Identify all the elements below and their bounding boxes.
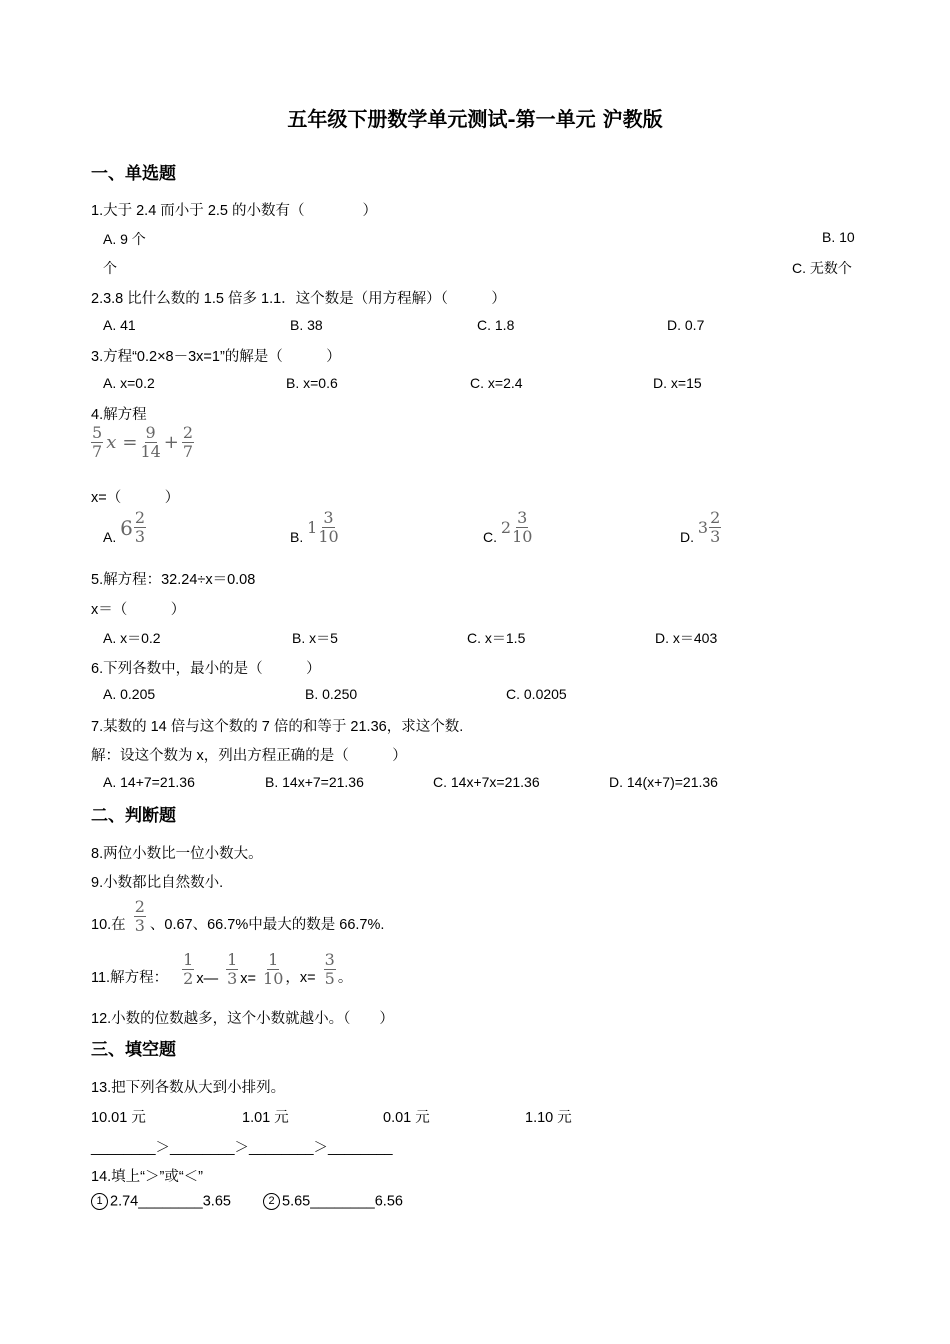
question-2-option-d: D. 0.7 <box>667 317 705 333</box>
question-8: 8.两位小数比一位小数大。 <box>91 846 263 862</box>
question-13-value-4: 1.10 元 <box>525 1110 572 1126</box>
question-13-value-2: 1.01 元 <box>242 1110 289 1126</box>
question-1-option-a: A. 9 个 <box>103 231 146 247</box>
question-2-option-b: B. 38 <box>290 317 323 333</box>
question-1-option-b: B. 10 <box>822 229 855 245</box>
question-4-option-d: D. 3 $\frac{2}{3}$ <box>680 508 721 546</box>
question-5-answer-line: x＝（ ） <box>91 602 186 618</box>
question-1-option-b-continuation: 个 <box>103 260 117 276</box>
question-11: 11.解方程： $\frac{1}{2}$ x— $\frac{1}{3}$ x= $\frac{1}{10}$ ，x= $\frac{3}{5}$ 。 <box>91 950 353 988</box>
equation-fraction-2-7: $\frac{2}{7}$ <box>182 423 194 461</box>
question-3-stem: 3.方程“0.2×8－3x=1”的解是（ ） <box>91 349 341 365</box>
page-title: 五年级下册数学单元测试-第一单元 沪教版 <box>287 107 663 131</box>
question-5-option-a: A. x＝0.2 <box>103 630 161 646</box>
section-heading-single-choice: 一、单选题 <box>91 164 176 184</box>
question-4-option-a: A. 6 $\frac{2}{3}$ <box>103 508 146 546</box>
question-4-stem: 4.解方程 <box>91 407 147 423</box>
question-14-stem: 14.填上“＞”或“＜” <box>91 1169 203 1185</box>
question-1-option-c: C. 无数个 <box>792 260 852 276</box>
question-3-option-a: A. x=0.2 <box>103 375 155 391</box>
question-4-option-b: B. 1 $\frac{3}{10}$ <box>290 508 339 546</box>
question-7-option-d: D. 14(x+7)=21.36 <box>609 774 718 790</box>
equation-fraction-9-14: $\frac{9}{14}$ <box>140 423 161 461</box>
mixed-number-d: 3 $\frac{2}{3}$ <box>697 508 721 546</box>
mixed-number-b: 1 $\frac{3}{10}$ <box>307 508 339 546</box>
mixed-number-a: 6 $\frac{2}{3}$ <box>120 508 146 546</box>
question-7-stem-2: 解：设这个数为 x，列出方程正确的是（ ） <box>91 748 407 764</box>
fraction-2-3: $\frac{2}{3}$ <box>134 897 145 935</box>
fraction-1-3: $\frac{1}{3}$ <box>227 950 238 988</box>
fraction-1-2: $\frac{1}{2}$ <box>183 950 194 988</box>
question-5-option-d: D. x＝403 <box>655 630 718 646</box>
equation-variable: x <box>106 432 117 453</box>
question-6-stem: 6.下列各数中，最小的是（ ） <box>91 661 321 677</box>
question-4-answer-line: x=（ ） <box>91 490 180 506</box>
question-7-option-c: C. 14x+7x=21.36 <box>433 774 540 790</box>
question-5-option-c: C. x＝1.5 <box>467 630 526 646</box>
question-13-stem: 13.把下列各数从大到小排列。 <box>91 1080 286 1096</box>
fraction-3-5: $\frac{3}{5}$ <box>324 950 335 988</box>
equation-plus: + <box>163 432 179 453</box>
mixed-number-c: 2 $\frac{3}{10}$ <box>500 508 533 546</box>
question-13-answer-blanks: ________＞________＞________＞________ <box>91 1140 393 1156</box>
question-12: 12.小数的位数越多，这个小数就越小。（ ） <box>91 1011 394 1027</box>
section-heading-fill-in: 三、填空题 <box>91 1040 176 1060</box>
question-6-option-a: A. 0.205 <box>103 686 156 702</box>
question-5-option-b: B. x＝5 <box>292 630 338 646</box>
question-6-option-c: C. 0.0205 <box>506 686 567 702</box>
question-10: 10.在 $\frac{2}{3}$ 、0.67、66.7%中最大的数是 66.7%. <box>91 897 385 935</box>
question-13-value-3: 0.01 元 <box>383 1110 430 1126</box>
question-6-option-b: B. 0.250 <box>305 686 358 702</box>
fraction-1-10: $\frac{1}{10}$ <box>263 950 284 988</box>
question-4-option-c: C. 2 $\frac{3}{10}$ <box>483 508 533 546</box>
question-4-equation <box>91 425 194 460</box>
question-14-part-2: 2 5.65________6.56 <box>263 1193 403 1210</box>
question-7-option-b: B. 14x+7=21.36 <box>265 774 364 790</box>
question-13-value-1: 10.01 元 <box>91 1110 146 1126</box>
question-9: 9.小数都比自然数小. <box>91 875 224 891</box>
question-3-option-d: D. x=15 <box>653 375 702 391</box>
circled-number-2: 2 <box>263 1193 280 1210</box>
question-7-stem: 7.某数的 14 倍与这个数的 7 倍的和等于 21.36，求这个数. <box>91 719 464 735</box>
question-3-option-b: B. x=0.6 <box>286 375 338 391</box>
question-2-option-a: A. 41 <box>103 317 136 333</box>
question-7-option-a: A. 14+7=21.36 <box>103 774 195 790</box>
question-2-stem: 2.3.8 比什么数的 1.5 倍多 1.1．这个数是（用方程解）（ ） <box>91 291 506 307</box>
circled-number-1: 1 <box>91 1193 108 1210</box>
question-3-option-c: C. x=2.4 <box>470 375 523 391</box>
equation-fraction-5-7: $\frac{5}{7}$ <box>92 423 103 461</box>
question-14-part-1: 1 2.74________3.65 <box>91 1193 231 1210</box>
equation-equals: = <box>122 432 138 453</box>
section-heading-true-false: 二、判断题 <box>91 806 176 826</box>
question-2-option-c: C. 1.8 <box>477 317 515 333</box>
question-5-stem: 5.解方程：32.24÷x＝0.08 <box>91 572 256 588</box>
question-1-stem: 1.大于 2.4 而小于 2.5 的小数有（ ） <box>91 203 378 219</box>
